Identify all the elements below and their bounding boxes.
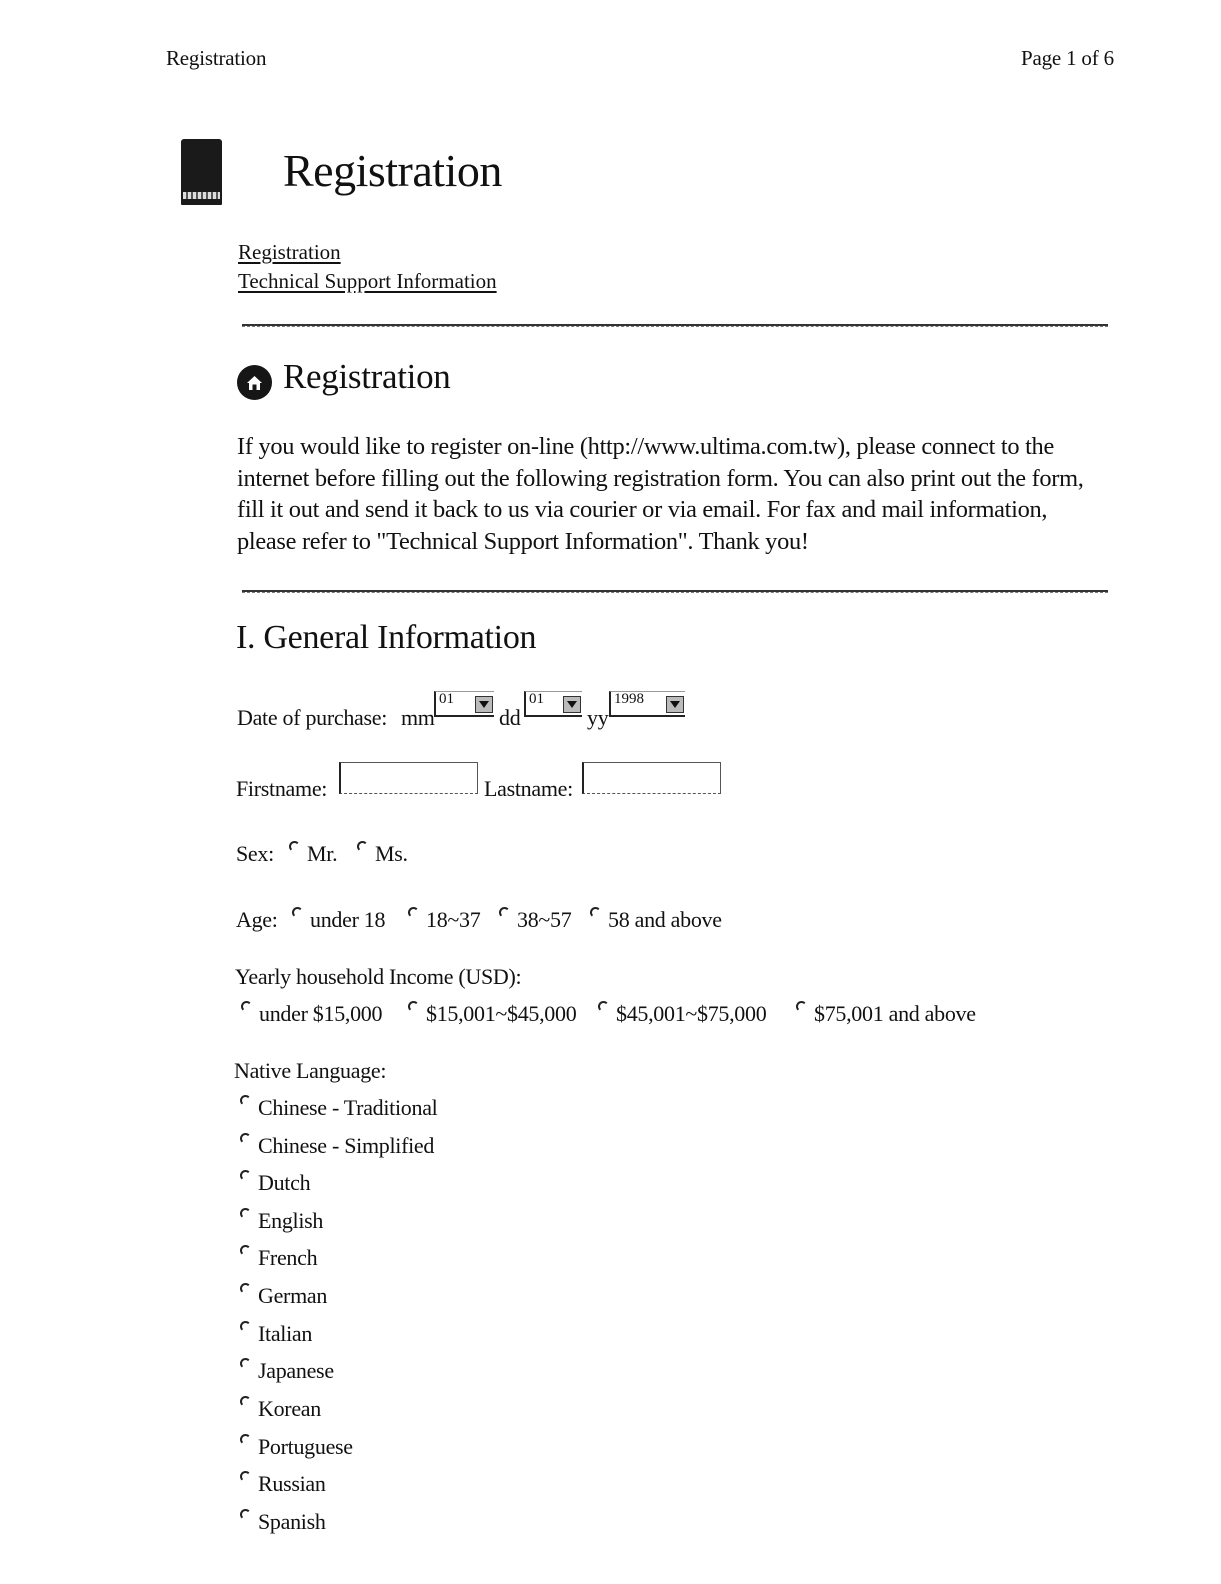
radio-button[interactable] <box>240 1509 251 1520</box>
radio-option[interactable]: Mr. <box>289 841 337 867</box>
language-option[interactable]: Chinese - Simplified <box>240 1133 434 1159</box>
radio-button[interactable] <box>590 907 601 918</box>
age-label: Age: <box>236 907 278 932</box>
day-select-value: 01 <box>529 691 544 707</box>
radio-button[interactable] <box>241 1001 252 1012</box>
radio-button[interactable] <box>289 841 300 852</box>
radio-button[interactable] <box>240 1471 251 1482</box>
language-option[interactable]: Portuguese <box>240 1434 353 1460</box>
radio-option[interactable]: $75,001 and above <box>796 1001 976 1027</box>
dropdown-arrow-icon[interactable] <box>563 696 581 713</box>
section-title: Registration <box>283 357 451 396</box>
book-logo-icon <box>181 139 222 205</box>
language-option[interactable]: Dutch <box>240 1170 310 1196</box>
running-header-title: Registration <box>166 46 267 70</box>
radio-option[interactable]: under $15,000 <box>241 1001 382 1027</box>
radio-option[interactable]: 38~57 <box>499 907 571 933</box>
dd-label: dd <box>499 705 521 730</box>
radio-button[interactable] <box>408 907 419 918</box>
nav-link-technical-support[interactable]: Technical Support Information <box>238 269 497 293</box>
lastname-label: Lastname: <box>484 776 573 801</box>
firstname-input[interactable] <box>339 762 478 794</box>
language-option[interactable]: Chinese - Traditional <box>240 1095 437 1121</box>
date-of-purchase-label: Date of purchase: <box>237 705 388 730</box>
radio-button[interactable] <box>240 1208 251 1219</box>
radio-button[interactable] <box>240 1283 251 1294</box>
sex-label: Sex: <box>236 841 274 866</box>
language-option[interactable]: German <box>240 1283 327 1309</box>
page-title: Registration <box>283 145 502 196</box>
dropdown-arrow-icon[interactable] <box>475 696 493 713</box>
radio-option[interactable]: $45,001~$75,000 <box>598 1001 766 1027</box>
home-icon[interactable] <box>237 365 272 400</box>
mm-label: mm <box>401 705 435 730</box>
radio-button[interactable] <box>357 841 368 852</box>
language-option[interactable]: Korean <box>240 1396 321 1422</box>
radio-button[interactable] <box>240 1434 251 1445</box>
radio-button[interactable] <box>240 1245 251 1256</box>
radio-button[interactable] <box>796 1001 807 1012</box>
divider <box>242 590 1108 593</box>
firstname-label: Firstname: <box>236 776 328 801</box>
language-option[interactable]: Japanese <box>240 1358 334 1384</box>
year-select-value: 1998 <box>614 691 644 707</box>
radio-option[interactable]: 18~37 <box>408 907 480 933</box>
radio-option[interactable]: $15,001~$45,000 <box>408 1001 576 1027</box>
radio-button[interactable] <box>499 907 510 918</box>
radio-option[interactable]: Ms. <box>357 841 408 867</box>
language-option[interactable]: Spanish <box>240 1509 326 1535</box>
day-select[interactable] <box>524 691 582 717</box>
radio-button[interactable] <box>240 1321 251 1332</box>
month-select[interactable] <box>434 691 494 717</box>
radio-option[interactable]: 58 and above <box>590 907 722 933</box>
intro-paragraph: If you would like to register on-line (http://www.ultima.com.tw), please connect to the internet before filling out the following registration form. You can also print out the form, fill it out and send it back to us via courier or via email. For fax and mail information, please refer to "Technical Support Information". Thank you! <box>237 433 1084 555</box>
yy-label: yy <box>587 705 609 730</box>
radio-button[interactable] <box>240 1396 251 1407</box>
radio-button[interactable] <box>598 1001 609 1012</box>
radio-button[interactable] <box>240 1358 251 1369</box>
language-option[interactable]: Italian <box>240 1321 312 1347</box>
lastname-input[interactable] <box>582 762 721 794</box>
radio-button[interactable] <box>240 1095 251 1106</box>
language-option[interactable]: English <box>240 1208 323 1234</box>
radio-button[interactable] <box>292 907 303 918</box>
general-information-heading: I. General Information <box>236 619 537 656</box>
dropdown-arrow-icon[interactable] <box>666 696 684 713</box>
native-language-label: Native Language: <box>234 1058 387 1083</box>
page-indicator: Page 1 of 6 <box>1021 46 1114 70</box>
income-label: Yearly household Income (USD): <box>235 964 522 989</box>
radio-option[interactable]: under 18 <box>292 907 385 933</box>
language-option[interactable]: French <box>240 1245 317 1271</box>
radio-button[interactable] <box>408 1001 419 1012</box>
year-select[interactable] <box>609 691 685 717</box>
radio-button[interactable] <box>240 1170 251 1181</box>
nav-link-registration[interactable]: Registration <box>238 240 341 264</box>
language-option[interactable]: Russian <box>240 1471 326 1497</box>
divider <box>242 324 1108 327</box>
month-select-value: 01 <box>439 691 454 707</box>
radio-button[interactable] <box>240 1133 251 1144</box>
